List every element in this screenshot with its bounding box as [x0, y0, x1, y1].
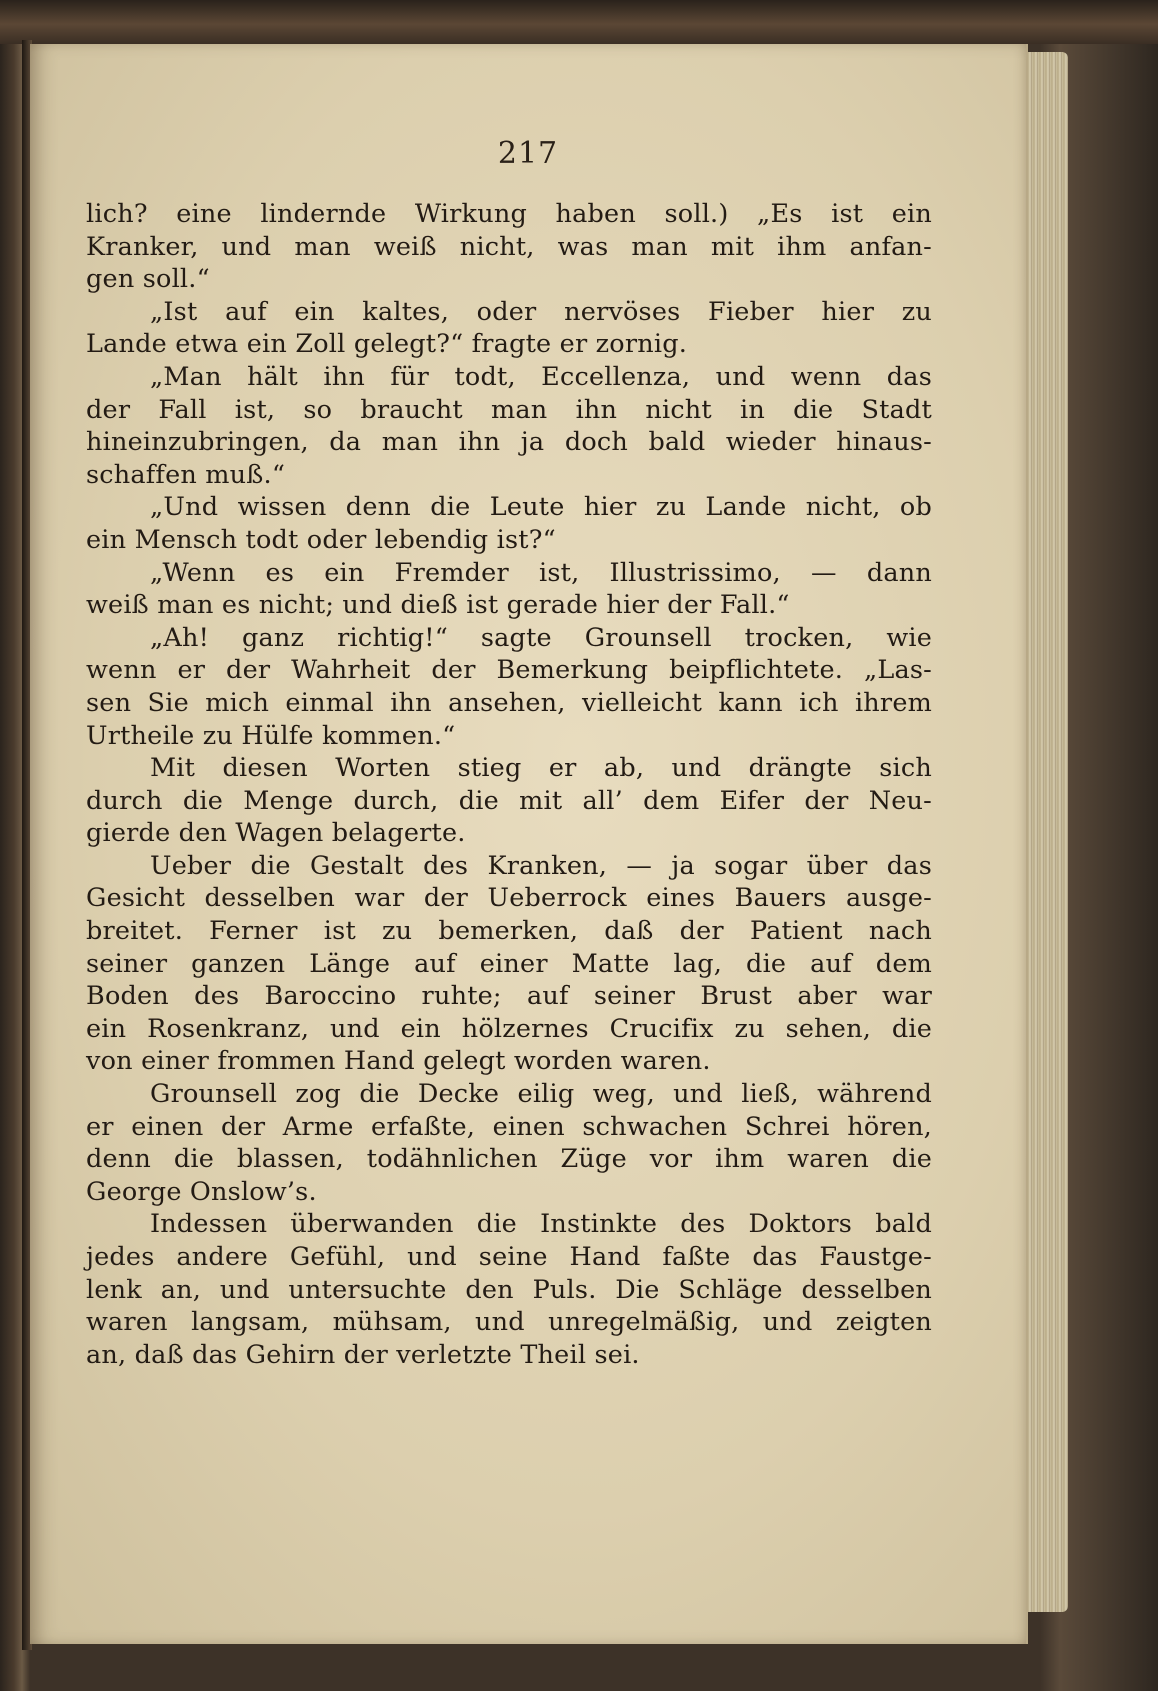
text-line: jedes andere Gefühl, und seine Hand faßte das Faustge- [86, 1242, 932, 1272]
page [30, 44, 1028, 1644]
text-line: wenn er der Wahrheit der Bemerkung beipflichtete. „Las- [86, 655, 932, 686]
page-number: 217 [497, 136, 559, 171]
text-line: lenk an, und untersuchte den Puls. Die Schläge desselben [86, 1274, 932, 1305]
text-line: George Onslow’s. [86, 1176, 317, 1207]
text-line: Gesicht desselben war der Ueberrock eines Bauers ausge- [86, 883, 932, 914]
text-line: Ueber die Gestalt des Kranken, — ja sogar über das [150, 850, 932, 881]
text-line: Urtheile zu Hülfe kommen.“ [86, 720, 456, 751]
text-line: durch die Menge durch, die mit all’ dem Eifer der Neu- [86, 785, 932, 816]
text-line: Grounsell zog die Decke eilig weg, und ließ, während [150, 1079, 932, 1110]
text-line: sen Sie mich einmal ihn ansehen, vielleicht kann ich ihrem [86, 687, 932, 718]
text-line: von einer frommen Hand gelegt worden waren. [86, 1046, 711, 1077]
text-line: Indessen überwanden die Instinkte des Doktors bald [150, 1209, 932, 1240]
text-line: er einen der Arme erfaßte, einen schwachen Schrei hören, [86, 1111, 932, 1142]
text-line: hineinzubringen, da man ihn ja doch bald wieder hinaus- [86, 427, 932, 458]
text-line: Mit diesen Worten stieg er ab, und drängte sich [150, 753, 932, 784]
text-line: an, daß das Gehirn der verletzte Theil sei. [86, 1339, 640, 1370]
text-line: „Ah! ganz richtig!“ sagte Grounsell trocken, wie [150, 622, 932, 653]
text-line: der Fall ist, so braucht man ihn nicht in die Stadt [86, 394, 932, 425]
text-line: gen soll.“ [86, 264, 210, 295]
text-line: schaffen muß.“ [86, 459, 286, 490]
text-line: Kranker, und man weiß nicht, was man mit ihm anfan- [86, 231, 932, 262]
text-line: weiß man es nicht; und dieß ist gerade hier der Fall.“ [86, 590, 790, 621]
body-text [86, 198, 932, 1371]
text-line: seiner ganzen Länge auf einer Matte lag, die auf dem [86, 948, 932, 979]
text-line: waren langsam, mühsam, und unregelmäßig, und zeigten [86, 1307, 932, 1338]
text-line: ein Rosenkranz, und ein hölzernes Crucifix zu sehen, die [86, 1013, 932, 1044]
text-line: „Man hält ihn für todt, Eccellenza, und wenn das [150, 361, 932, 392]
book-cover-top [0, 0, 1158, 44]
text-line: Boden des Baroccino ruhte; auf seiner Brust aber war [86, 981, 932, 1012]
text-line: „Ist auf ein kaltes, oder nervöses Fieber hier zu [150, 296, 932, 327]
text-line: denn die blassen, todähnlichen Züge vor ihm waren die [86, 1144, 932, 1175]
text-line: breitet. Ferner ist zu bemerken, daß der Patient nach [86, 916, 932, 947]
text-line: lich? eine lindernde Wirkung haben soll.) „Es ist ein [86, 199, 932, 229]
text-line: „Und wissen denn die Leute hier zu Lande nicht, ob [150, 492, 932, 523]
text-line: „Wenn es ein Fremder ist, Illustrissimo, — dann [150, 557, 932, 588]
text-line: gierde den Wagen belagerte. [86, 818, 466, 849]
text-line: ein Mensch todt oder lebendig ist?“ [86, 524, 556, 555]
text-line: Lande etwa ein Zoll gelegt?“ fragte er zornig. [86, 329, 688, 360]
